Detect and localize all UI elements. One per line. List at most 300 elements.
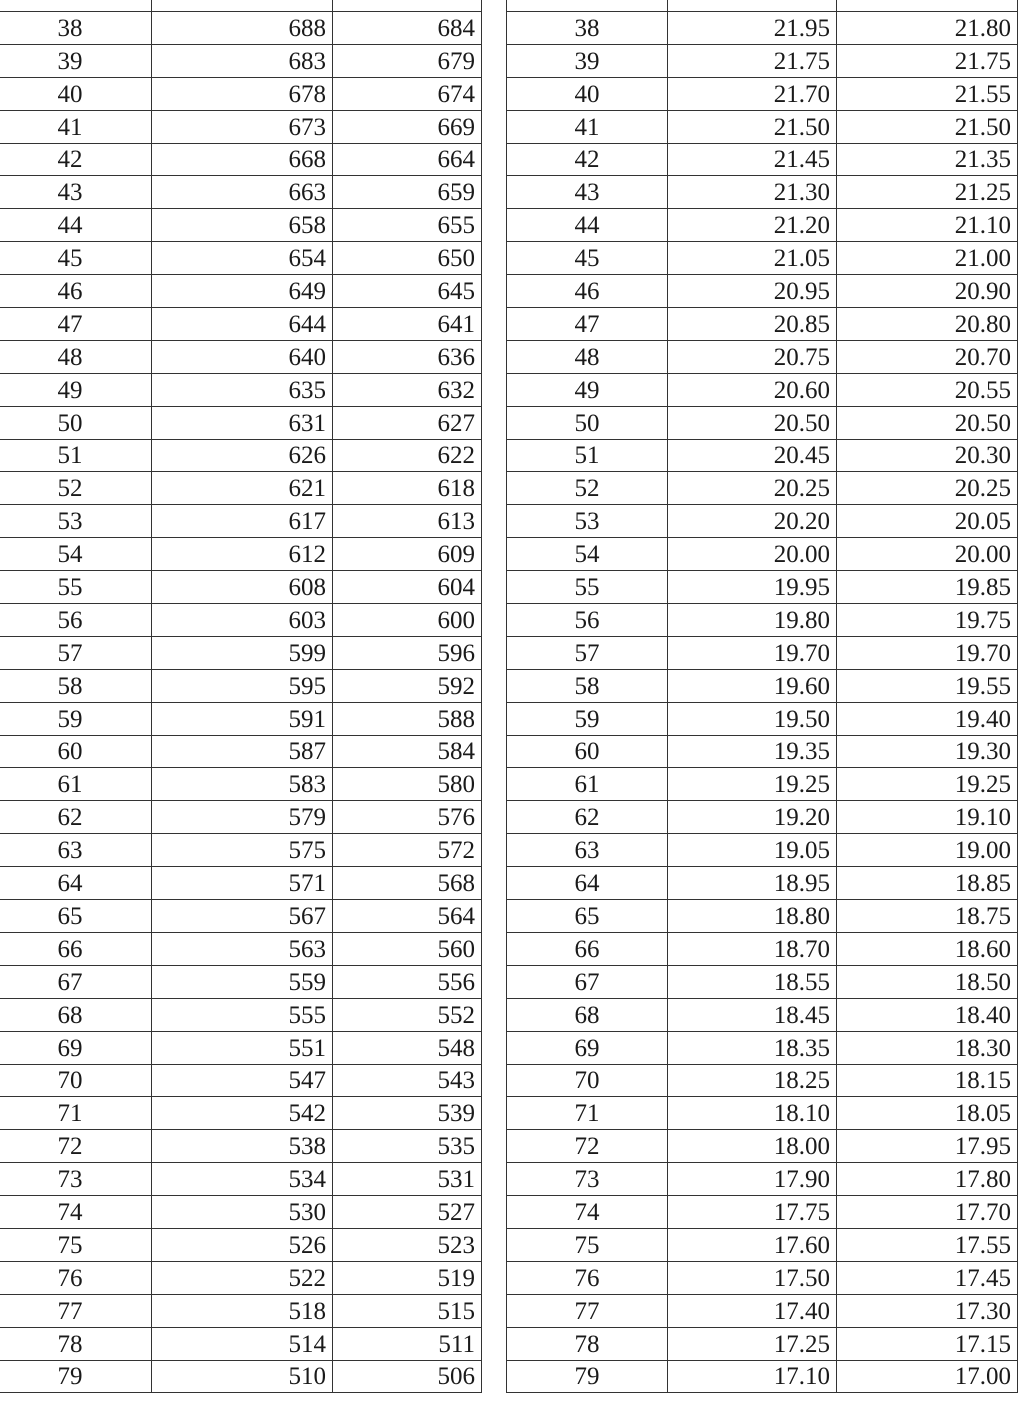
left-table-row xyxy=(0,834,482,867)
right-table-row xyxy=(507,308,1018,341)
right-table-cell: 18.35 xyxy=(668,1031,837,1064)
right-table-cell: 21.95 xyxy=(668,12,837,45)
left-table-cell: 608 xyxy=(152,571,333,604)
right-table-row xyxy=(507,77,1018,110)
left-table-cell: 42 xyxy=(0,143,152,176)
left-table-cell: 43 xyxy=(0,176,152,209)
left-table-cell: 519 xyxy=(333,1261,482,1294)
left-table-cell: 609 xyxy=(333,538,482,571)
right-table-row xyxy=(507,242,1018,275)
right-table-cell: 38 xyxy=(507,12,668,45)
left-table-row xyxy=(0,12,482,45)
right-table-cell: 68 xyxy=(507,998,668,1031)
right-table-cell: 75 xyxy=(507,1228,668,1261)
right-table-row xyxy=(507,965,1018,998)
left-table-row xyxy=(0,932,482,965)
right-table-cell: 46 xyxy=(507,275,668,308)
left-table-cell: 600 xyxy=(333,604,482,637)
right-table-cell: 19.30 xyxy=(837,735,1018,768)
right-table-cell: 21.80 xyxy=(837,12,1018,45)
left-header-cell xyxy=(0,0,152,12)
left-table-cell: 45 xyxy=(0,242,152,275)
right-table-cell: 18.40 xyxy=(837,998,1018,1031)
left-table-cell: 555 xyxy=(152,998,333,1031)
right-table-row xyxy=(507,604,1018,637)
right-table-cell: 18.05 xyxy=(837,1097,1018,1130)
right-table-row xyxy=(507,1360,1018,1393)
left-table-body xyxy=(0,12,482,1393)
right-table-cell: 20.80 xyxy=(837,308,1018,341)
right-table-cell: 21.50 xyxy=(837,110,1018,143)
right-table-row xyxy=(507,439,1018,472)
right-table-cell: 19.60 xyxy=(668,669,837,702)
right-table-cell: 21.25 xyxy=(837,176,1018,209)
right-table-cell: 70 xyxy=(507,1064,668,1097)
right-table-cell: 19.25 xyxy=(668,768,837,801)
right-table-cell: 18.55 xyxy=(668,965,837,998)
right-table-cell: 69 xyxy=(507,1031,668,1064)
right-table-cell: 17.25 xyxy=(668,1327,837,1360)
right-table-cell: 73 xyxy=(507,1163,668,1196)
left-table-cell: 75 xyxy=(0,1228,152,1261)
right-table-row xyxy=(507,801,1018,834)
right-table-cell: 79 xyxy=(507,1360,668,1393)
right-table-cell: 19.75 xyxy=(837,604,1018,637)
right-table-row xyxy=(507,735,1018,768)
left-table-row xyxy=(0,604,482,637)
left-table-cell: 543 xyxy=(333,1064,482,1097)
right-table-cell: 72 xyxy=(507,1130,668,1163)
left-table-header-row xyxy=(0,0,482,12)
right-table-cell: 20.25 xyxy=(837,472,1018,505)
right-table-cell: 49 xyxy=(507,373,668,406)
left-table-cell: 650 xyxy=(333,242,482,275)
left-table-cell: 584 xyxy=(333,735,482,768)
left-table-cell: 640 xyxy=(152,340,333,373)
left-table-cell: 617 xyxy=(152,505,333,538)
left-table-cell: 583 xyxy=(152,768,333,801)
right-table-cell: 47 xyxy=(507,308,668,341)
right-table-cell: 58 xyxy=(507,669,668,702)
right-table-cell: 62 xyxy=(507,801,668,834)
left-table-cell: 591 xyxy=(152,702,333,735)
right-table-cell: 61 xyxy=(507,768,668,801)
right-table-body xyxy=(507,12,1018,1393)
left-table-cell: 580 xyxy=(333,768,482,801)
left-table-row xyxy=(0,143,482,176)
right-table-cell: 19.25 xyxy=(837,768,1018,801)
left-table-cell: 688 xyxy=(152,12,333,45)
left-table-cell: 669 xyxy=(333,110,482,143)
left-table-cell: 603 xyxy=(152,604,333,637)
left-table-cell: 48 xyxy=(0,340,152,373)
left-table-cell: 62 xyxy=(0,801,152,834)
left-table xyxy=(0,0,482,1393)
right-table-cell: 20.50 xyxy=(837,406,1018,439)
right-table-cell: 42 xyxy=(507,143,668,176)
left-table-cell: 50 xyxy=(0,406,152,439)
right-table-cell: 20.50 xyxy=(668,406,837,439)
left-table-cell: 44 xyxy=(0,209,152,242)
right-table-row xyxy=(507,12,1018,45)
left-table-row xyxy=(0,1097,482,1130)
right-table-row xyxy=(507,110,1018,143)
left-table-cell: 538 xyxy=(152,1130,333,1163)
left-table-cell: 678 xyxy=(152,77,333,110)
left-table-row xyxy=(0,1196,482,1229)
left-table-cell: 599 xyxy=(152,636,333,669)
right-table-cell: 17.80 xyxy=(837,1163,1018,1196)
left-table-cell: 49 xyxy=(0,373,152,406)
right-table-row xyxy=(507,176,1018,209)
left-table-cell: 64 xyxy=(0,867,152,900)
left-table-row xyxy=(0,900,482,933)
right-table-cell: 56 xyxy=(507,604,668,637)
right-table-row xyxy=(507,1261,1018,1294)
right-table-cell: 53 xyxy=(507,505,668,538)
right-table-cell: 20.45 xyxy=(668,439,837,472)
left-table-row xyxy=(0,44,482,77)
left-table-cell: 618 xyxy=(333,472,482,505)
right-table-cell: 19.05 xyxy=(668,834,837,867)
left-table-cell: 68 xyxy=(0,998,152,1031)
left-table-row xyxy=(0,636,482,669)
right-table-cell: 19.50 xyxy=(668,702,837,735)
left-table-row xyxy=(0,1294,482,1327)
right-table-cell: 17.30 xyxy=(837,1294,1018,1327)
left-table-cell: 518 xyxy=(152,1294,333,1327)
right-table-cell: 51 xyxy=(507,439,668,472)
right-table-cell: 52 xyxy=(507,472,668,505)
right-table-cell: 60 xyxy=(507,735,668,768)
right-table-cell: 71 xyxy=(507,1097,668,1130)
left-table-cell: 63 xyxy=(0,834,152,867)
right-table-cell: 41 xyxy=(507,110,668,143)
right-table-cell: 21.70 xyxy=(668,77,837,110)
left-table-cell: 76 xyxy=(0,1261,152,1294)
right-table-cell: 64 xyxy=(507,867,668,900)
left-table-cell: 658 xyxy=(152,209,333,242)
left-table-row xyxy=(0,373,482,406)
left-table-cell: 523 xyxy=(333,1228,482,1261)
left-table-cell: 684 xyxy=(333,12,482,45)
left-table-cell: 58 xyxy=(0,669,152,702)
left-table-cell: 645 xyxy=(333,275,482,308)
right-table-row xyxy=(507,636,1018,669)
right-table-cell: 21.35 xyxy=(837,143,1018,176)
right-table-row xyxy=(507,275,1018,308)
right-table-cell: 54 xyxy=(507,538,668,571)
right-table-row xyxy=(507,1196,1018,1229)
left-table-cell: 627 xyxy=(333,406,482,439)
left-table-cell: 56 xyxy=(0,604,152,637)
left-table-row xyxy=(0,669,482,702)
left-table-row xyxy=(0,1327,482,1360)
left-table-row xyxy=(0,77,482,110)
left-table-cell: 576 xyxy=(333,801,482,834)
left-table-cell: 47 xyxy=(0,308,152,341)
left-table-cell: 506 xyxy=(333,1360,482,1393)
right-table-cell: 19.85 xyxy=(837,571,1018,604)
right-table-row xyxy=(507,373,1018,406)
left-table-cell: 40 xyxy=(0,77,152,110)
left-table-cell: 612 xyxy=(152,538,333,571)
left-table-cell: 51 xyxy=(0,439,152,472)
left-table-row xyxy=(0,998,482,1031)
right-table-row xyxy=(507,768,1018,801)
left-table-cell: 613 xyxy=(333,505,482,538)
left-table-cell: 542 xyxy=(152,1097,333,1130)
left-table-cell: 654 xyxy=(152,242,333,275)
right-table-row xyxy=(507,932,1018,965)
left-table-cell: 57 xyxy=(0,636,152,669)
right-table-cell: 17.00 xyxy=(837,1360,1018,1393)
right-table-cell: 17.55 xyxy=(837,1228,1018,1261)
left-table-cell: 664 xyxy=(333,143,482,176)
right-table-cell: 59 xyxy=(507,702,668,735)
right-table-cell: 17.40 xyxy=(668,1294,837,1327)
left-table-row xyxy=(0,1130,482,1163)
left-table-cell: 60 xyxy=(0,735,152,768)
left-table-cell: 674 xyxy=(333,77,482,110)
right-table-cell: 17.50 xyxy=(668,1261,837,1294)
right-table-cell: 20.30 xyxy=(837,439,1018,472)
left-table-row xyxy=(0,768,482,801)
right-table-cell: 20.75 xyxy=(668,340,837,373)
right-table-cell: 21.45 xyxy=(668,143,837,176)
left-table-cell: 571 xyxy=(152,867,333,900)
right-table-cell: 20.25 xyxy=(668,472,837,505)
right-table-cell: 19.00 xyxy=(837,834,1018,867)
right-table-cell: 40 xyxy=(507,77,668,110)
right-table-cell: 20.20 xyxy=(668,505,837,538)
right-table-cell: 55 xyxy=(507,571,668,604)
left-table-cell: 588 xyxy=(333,702,482,735)
right-table-cell: 19.20 xyxy=(668,801,837,834)
right-table-row xyxy=(507,1031,1018,1064)
left-table-cell: 621 xyxy=(152,472,333,505)
right-table-cell: 17.75 xyxy=(668,1196,837,1229)
left-table-cell: 575 xyxy=(152,834,333,867)
right-table-cell: 18.70 xyxy=(668,932,837,965)
left-table-cell: 644 xyxy=(152,308,333,341)
right-table-cell: 66 xyxy=(507,932,668,965)
right-table-cell: 18.00 xyxy=(668,1130,837,1163)
right-table-row xyxy=(507,1228,1018,1261)
left-table-cell: 539 xyxy=(333,1097,482,1130)
right-table-cell: 21.00 xyxy=(837,242,1018,275)
left-table-cell: 534 xyxy=(152,1163,333,1196)
right-table-cell: 19.95 xyxy=(668,571,837,604)
left-table-row xyxy=(0,209,482,242)
right-table-row xyxy=(507,406,1018,439)
right-table-cell: 48 xyxy=(507,340,668,373)
left-table-cell: 535 xyxy=(333,1130,482,1163)
left-table-row xyxy=(0,867,482,900)
right-table-row xyxy=(507,143,1018,176)
left-table-cell: 65 xyxy=(0,900,152,933)
right-table-cell: 39 xyxy=(507,44,668,77)
right-table-cell: 17.15 xyxy=(837,1327,1018,1360)
right-table-cell: 50 xyxy=(507,406,668,439)
left-table-row xyxy=(0,275,482,308)
right-table-cell: 44 xyxy=(507,209,668,242)
left-header-cell xyxy=(333,0,482,12)
right-table-cell: 20.05 xyxy=(837,505,1018,538)
left-table-row xyxy=(0,538,482,571)
left-table-row xyxy=(0,472,482,505)
right-table-cell: 17.95 xyxy=(837,1130,1018,1163)
right-table-row xyxy=(507,1163,1018,1196)
right-table-cell: 67 xyxy=(507,965,668,998)
left-table-cell: 649 xyxy=(152,275,333,308)
left-table-cell: 530 xyxy=(152,1196,333,1229)
left-table-cell: 531 xyxy=(333,1163,482,1196)
left-table-cell: 673 xyxy=(152,110,333,143)
left-table-cell: 559 xyxy=(152,965,333,998)
left-table-cell: 54 xyxy=(0,538,152,571)
right-table-cell: 21.10 xyxy=(837,209,1018,242)
right-table-row xyxy=(507,340,1018,373)
left-table-cell: 551 xyxy=(152,1031,333,1064)
left-table-cell: 74 xyxy=(0,1196,152,1229)
left-table-row xyxy=(0,1261,482,1294)
left-table-cell: 70 xyxy=(0,1064,152,1097)
right-table-cell: 19.70 xyxy=(837,636,1018,669)
right-table-row xyxy=(507,669,1018,702)
left-table-cell: 592 xyxy=(333,669,482,702)
right-table-cell: 45 xyxy=(507,242,668,275)
left-table-cell: 631 xyxy=(152,406,333,439)
right-header-cell xyxy=(668,0,837,12)
left-table-cell: 61 xyxy=(0,768,152,801)
right-table-cell: 20.90 xyxy=(837,275,1018,308)
left-table-cell: 556 xyxy=(333,965,482,998)
right-table-cell: 19.55 xyxy=(837,669,1018,702)
left-table-row xyxy=(0,702,482,735)
right-table-cell: 19.10 xyxy=(837,801,1018,834)
left-table-cell: 38 xyxy=(0,12,152,45)
right-table-cell: 19.80 xyxy=(668,604,837,637)
right-table-cell: 21.75 xyxy=(668,44,837,77)
right-table-cell: 21.20 xyxy=(668,209,837,242)
right-table-cell: 18.30 xyxy=(837,1031,1018,1064)
left-table-cell: 641 xyxy=(333,308,482,341)
left-table-cell: 552 xyxy=(333,998,482,1031)
left-table-cell: 679 xyxy=(333,44,482,77)
right-table-cell: 20.55 xyxy=(837,373,1018,406)
left-table-row xyxy=(0,505,482,538)
left-table-row xyxy=(0,1228,482,1261)
left-table-cell: 67 xyxy=(0,965,152,998)
right-table-cell: 18.10 xyxy=(668,1097,837,1130)
right-table-row xyxy=(507,998,1018,1031)
right-table-cell: 18.15 xyxy=(837,1064,1018,1097)
left-table-cell: 515 xyxy=(333,1294,482,1327)
left-table-row xyxy=(0,1031,482,1064)
left-table-cell: 39 xyxy=(0,44,152,77)
right-table-row xyxy=(507,472,1018,505)
left-header-cell xyxy=(152,0,333,12)
left-table-cell: 563 xyxy=(152,932,333,965)
left-table-cell: 527 xyxy=(333,1196,482,1229)
right-table-row xyxy=(507,867,1018,900)
left-table-cell: 52 xyxy=(0,472,152,505)
left-table-cell: 596 xyxy=(333,636,482,669)
right-table-cell: 20.95 xyxy=(668,275,837,308)
left-table-cell: 622 xyxy=(333,439,482,472)
left-table-cell: 53 xyxy=(0,505,152,538)
right-table-row xyxy=(507,900,1018,933)
right-table-cell: 18.25 xyxy=(668,1064,837,1097)
right-table-cell: 77 xyxy=(507,1294,668,1327)
right-table-cell: 17.60 xyxy=(668,1228,837,1261)
left-table-cell: 604 xyxy=(333,571,482,604)
right-table-row xyxy=(507,209,1018,242)
right-table-cell: 65 xyxy=(507,900,668,933)
right-table-row xyxy=(507,505,1018,538)
left-table-row xyxy=(0,571,482,604)
left-table-cell: 668 xyxy=(152,143,333,176)
left-table-row xyxy=(0,406,482,439)
right-table-cell: 20.00 xyxy=(668,538,837,571)
left-table-cell: 59 xyxy=(0,702,152,735)
left-table-cell: 69 xyxy=(0,1031,152,1064)
left-table-row xyxy=(0,1163,482,1196)
left-table-row xyxy=(0,801,482,834)
right-table-header-row xyxy=(507,0,1018,12)
left-table-cell: 560 xyxy=(333,932,482,965)
left-table-cell: 79 xyxy=(0,1360,152,1393)
right-header-cell xyxy=(837,0,1018,12)
right-table-row xyxy=(507,702,1018,735)
left-table-cell: 564 xyxy=(333,900,482,933)
right-table-cell: 18.95 xyxy=(668,867,837,900)
left-table-cell: 579 xyxy=(152,801,333,834)
right-table-cell: 57 xyxy=(507,636,668,669)
right-table-cell: 19.35 xyxy=(668,735,837,768)
left-table-cell: 514 xyxy=(152,1327,333,1360)
right-table-cell: 18.85 xyxy=(837,867,1018,900)
left-table-row xyxy=(0,1064,482,1097)
right-table-cell: 18.75 xyxy=(837,900,1018,933)
left-table-cell: 77 xyxy=(0,1294,152,1327)
left-table-cell: 41 xyxy=(0,110,152,143)
left-table-cell: 567 xyxy=(152,900,333,933)
left-table-cell: 635 xyxy=(152,373,333,406)
left-table-cell: 655 xyxy=(333,209,482,242)
right-table-cell: 74 xyxy=(507,1196,668,1229)
right-table-cell: 76 xyxy=(507,1261,668,1294)
right-table-cell: 21.50 xyxy=(668,110,837,143)
right-table-cell: 18.80 xyxy=(668,900,837,933)
right-table-cell: 21.05 xyxy=(668,242,837,275)
left-table-cell: 663 xyxy=(152,176,333,209)
right-table xyxy=(506,0,1018,1393)
right-table-cell: 18.60 xyxy=(837,932,1018,965)
right-table-row xyxy=(507,1327,1018,1360)
right-table-cell: 21.30 xyxy=(668,176,837,209)
right-table-cell: 17.90 xyxy=(668,1163,837,1196)
left-table-cell: 510 xyxy=(152,1360,333,1393)
left-table-row xyxy=(0,735,482,768)
right-table-cell: 18.50 xyxy=(837,965,1018,998)
left-table-cell: 511 xyxy=(333,1327,482,1360)
left-table-cell: 587 xyxy=(152,735,333,768)
right-table-cell: 20.00 xyxy=(837,538,1018,571)
left-table-cell: 522 xyxy=(152,1261,333,1294)
left-table-cell: 72 xyxy=(0,1130,152,1163)
